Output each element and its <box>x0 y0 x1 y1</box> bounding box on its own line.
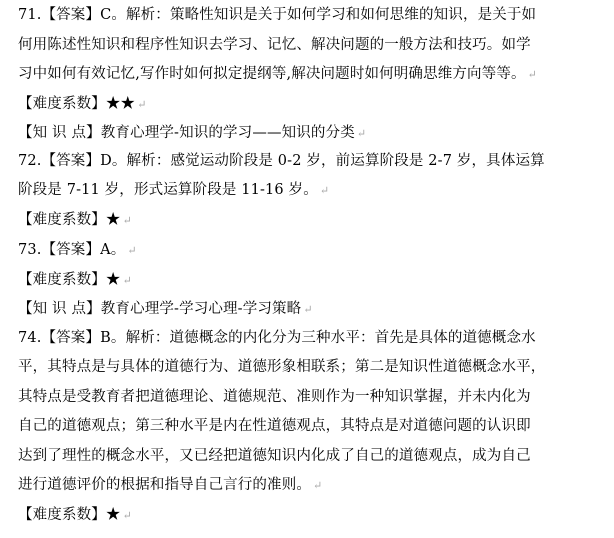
text-line: 达到了理性的概念水平，又已经把道德知识内化成了自己的道德观点，成为自己 <box>18 448 531 464</box>
text-line: 74.【答案】B。解析：道德概念的内化分为三种水平：首先是具体的道德概念水 <box>18 330 536 346</box>
text-line: 其特点是受教育者把道德理论、道德规范、准则作为一种知识掌握，并未内化为 <box>18 389 531 405</box>
text-line: 进行道德评价的根据和指导自己言行的准则。 ↵ <box>18 477 323 493</box>
text-line: 阶段是 7-11 岁，形式运算阶段是 11-16 岁。 ↵ <box>18 182 330 198</box>
text-line: 自己的道德观点；第三种水平是内在性道德观点，其特点是对道德问题的认识即 <box>18 418 531 434</box>
text-line: 平，其特点是与具体的道德行为、道德形象相联系；第二是知识性道德概念水平， <box>18 359 546 375</box>
text-line: 71.【答案】C。解析：策略性知识是关于如何学习和如何思维的知识，是关于如 <box>18 7 537 23</box>
text-line: 习中如何有效记忆,写作时如何拟定提纲等,解决问题时如何明确思维方向等等。 ↵ <box>18 66 537 82</box>
text-line: 72.【答案】D。解析：感觉运动阶段是 0-2 岁，前运算阶段是 2-7 岁，具体运算 <box>18 153 545 169</box>
difficulty-line: 【难度系数】★★ ↵ <box>18 96 147 112</box>
text-line: 何用陈述性知识和程序性知识去学习、记忆、解决问题的一般方法和技巧。如学 <box>18 37 531 53</box>
knowledge-point-line: 【知 识 点】教育心理学-学习心理-学习策略 ↵ <box>18 301 313 317</box>
text-line: 73.【答案】A。 ↵ <box>18 242 137 258</box>
knowledge-point-line: 【知 识 点】教育心理学-知识的学习——知识的分类 ↵ <box>18 125 367 141</box>
difficulty-line: 【难度系数】★ ↵ <box>18 212 132 228</box>
difficulty-line: 【难度系数】★ ↵ <box>18 507 132 523</box>
difficulty-line: 【难度系数】★ ↵ <box>18 272 132 288</box>
